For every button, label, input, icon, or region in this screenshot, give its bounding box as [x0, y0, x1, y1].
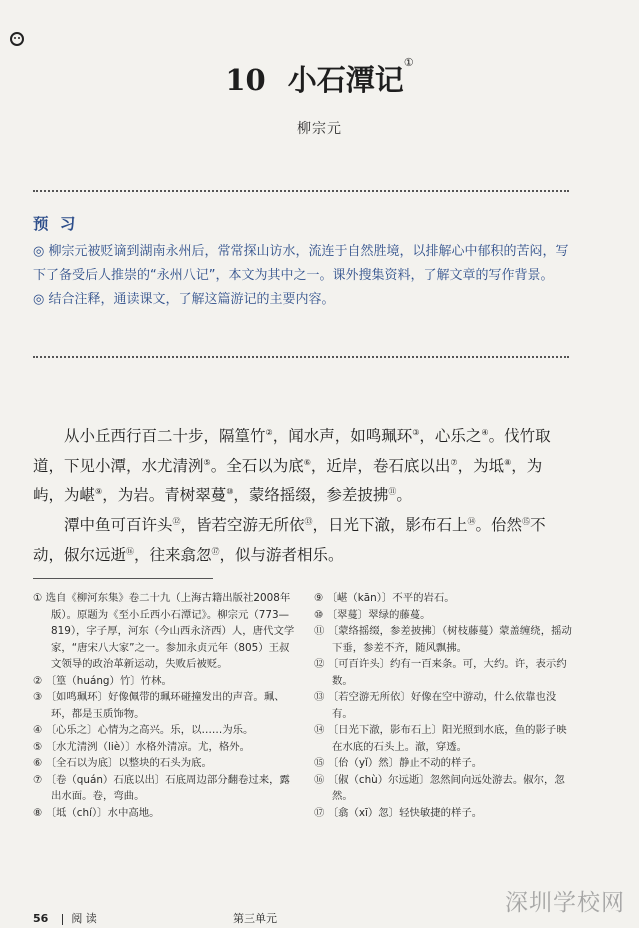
footnote: ⑦ 〔卷（quán）石底以出〕石底周边部分翻卷过来，露出水面。卷，弯曲。 — [33, 773, 290, 802]
footnote: ② 〔篁（huáng）竹〕竹林。 — [33, 674, 172, 687]
preview-box — [33, 212, 573, 312]
footnote: ⑮ 〔佁（yǐ）然〕静止不动的样子。 — [314, 757, 483, 769]
lesson-number: 10 — [225, 63, 266, 97]
footnote: ⑨ 〔嵁（kān）〕不平的岩石。 — [314, 592, 455, 604]
footnote: ⑭ 〔日光下澈，影布石上〕阳光照到水底，鱼的影子映在水底的石头上。澈，穿透。 — [314, 724, 567, 753]
page-footer — [33, 910, 277, 926]
footnotes-right — [314, 590, 576, 821]
text-run: 。 — [396, 486, 412, 505]
text-run: ，似与游者相乐。 — [219, 545, 344, 564]
page-title — [0, 58, 639, 99]
text-run: ，为屿，为嵁 — [33, 456, 543, 505]
preview-item: ◎ 柳宗元被贬谪到湖南永州后，常常探山访水，流连于自然胜境，以排解心中郁积的苦闷，写下了备受后人推崇的“永州八记”，本文为其中之一。课外搜集资料，了解文章的写作背景。 — [33, 244, 569, 283]
watermark: 深圳学校网 — [505, 890, 625, 916]
footnote-ref: ⑪ — [388, 487, 397, 497]
text-run: ，为坻 — [457, 456, 505, 475]
footnote-ref: ⑧ — [504, 457, 512, 467]
divider-bottom — [33, 356, 569, 358]
footnote-ref: ⑥ — [303, 457, 311, 467]
title-footnote-mark: ① — [403, 56, 414, 69]
text-run: 。伐竹取道，下见小潭，水尤清洌 — [33, 427, 551, 475]
footnote: ⑬ 〔若空游无所依〕好像在空中游动，什么依靠也没有。 — [314, 691, 557, 720]
footnote-ref: ⑭ — [467, 516, 476, 526]
footnote: ⑪ 〔蒙络摇缀，参差披拂〕（树枝藤蔓）蒙盖缠绕，摇动下垂，参差不齐，随风飘拂。 — [314, 625, 572, 654]
text-run: 。佁然 — [475, 516, 523, 535]
footnote-ref: ⑬ — [304, 516, 313, 526]
footnote: ① 选自《柳河东集》卷二十九（上海古籍出版社2008年版）。原题为《至小丘西小石潭记》。柳宗元（773—819），字子厚，河东（今山西永济西）人，唐代文学家，“唐宋八大家”之一。参加永贞元年（805）王叔文领导的政治革新运动，失败后被贬。 — [33, 592, 295, 670]
footnote-ref: ④ — [481, 428, 489, 437]
text-run: ，闻水声，如鸣珮环 — [272, 427, 413, 446]
page-number: 56 — [33, 912, 49, 925]
main-text — [33, 420, 573, 568]
text-run: 潭中鱼可百许头 — [64, 516, 173, 535]
footnote-ref: ⑮ — [522, 516, 531, 526]
footer-section: 阅 读 — [71, 912, 97, 925]
footnote: ⑩ 〔翠蔓〕翠绿的藤蔓。 — [314, 608, 431, 621]
text-run: ，近岸，卷石底以出 — [310, 456, 451, 475]
paragraph — [33, 420, 573, 509]
text-run: ，为岩。青树翠蔓 — [102, 486, 227, 505]
text-run: ，日光下澈，影布石上 — [312, 516, 468, 535]
divider-top — [33, 190, 569, 192]
footnote-ref: ⑰ — [211, 546, 220, 556]
footnote-ref: ⑤ — [203, 457, 211, 467]
footnote: ③ 〔如鸣珮环〕好像佩带的珮环碰撞发出的声音。珮、环，都是玉质饰物。 — [33, 691, 285, 720]
footnote-ref: ⑯ — [126, 546, 135, 556]
footnotes-left — [33, 590, 295, 821]
text-run: 从小丘西行百二十步，隔篁竹 — [64, 427, 266, 446]
text-run: 不动，俶尔远逝 — [33, 516, 546, 564]
footnote-ref: ② — [265, 428, 273, 437]
author: 柳宗元 — [297, 121, 342, 137]
footnote-ref: ⑩ — [226, 487, 234, 497]
footnote-rule — [33, 578, 213, 579]
text-run: ，皆若空游无所依 — [180, 516, 305, 535]
footnote: ⑥ 〔全石以为底〕以整块的石头为底。 — [33, 757, 212, 769]
footnote: ⑤ 〔水尤清洌（liè）〕水格外清凉。尤，格外。 — [33, 740, 251, 753]
footnote-ref: ⑫ — [172, 516, 181, 526]
footnote-ref: ③ — [412, 428, 420, 437]
text-run: ，往来翕忽 — [134, 545, 212, 564]
text-run: ，心乐之 — [419, 427, 482, 446]
footer-unit: 第三单元 — [233, 912, 277, 925]
preview-heading: 预 习 — [33, 215, 79, 233]
footnote: ⑫ 〔可百许头〕约有一百来条。可，大约。许，表示约数。 — [314, 658, 567, 687]
footer-separator — [62, 914, 63, 925]
footnote-ref: ⑦ — [450, 457, 458, 467]
text-run: ，蒙络摇缀，参差披拂 — [233, 486, 389, 505]
footnote: ⑧ 〔坻（chí）〕水中高地。 — [33, 806, 160, 819]
text-run: 。全石以为底 — [210, 456, 304, 475]
smiley-icon — [10, 32, 24, 46]
footnote: ⑯ 〔俶（chù）尔远逝〕忽然间向远处游去。俶尔，忽然。 — [314, 773, 565, 802]
footnote-ref: ⑨ — [95, 487, 103, 497]
paragraph — [33, 509, 573, 568]
lesson-title: 小石潭记 — [287, 63, 404, 97]
footnote: ⑰ 〔翕（xī）忽〕轻快敏捷的样子。 — [314, 806, 483, 819]
footnote: ④ 〔心乐之〕心情为之高兴。乐，以……为乐。 — [33, 724, 254, 736]
preview-item: ◎ 结合注释，通读课文，了解这篇游记的主要内容。 — [33, 292, 335, 307]
